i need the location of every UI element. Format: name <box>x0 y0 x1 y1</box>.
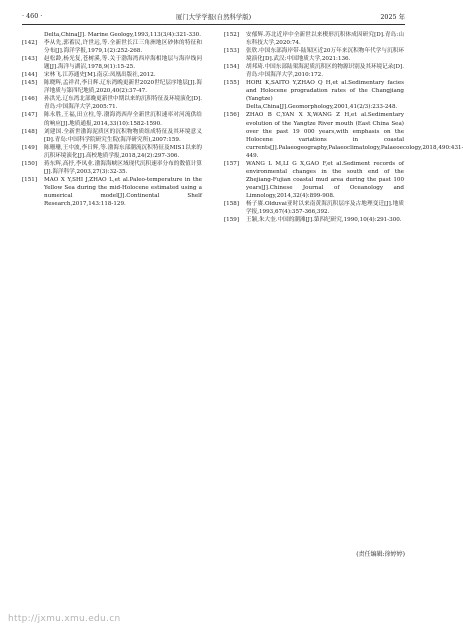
publication-year: 2025 年 <box>380 13 405 21</box>
reference-item <box>22 160 202 176</box>
reference-text: 安郁辉.苏北近岸中全新世以来楔形沉积体成因研究[D].青岛:山东科技大学,2020:74. <box>246 32 404 47</box>
reference-item <box>224 31 404 47</box>
reference-item <box>22 111 202 127</box>
reference-text: 陈永胜,王福,田立柱,等.渤海湾西岸全新世沉积速率对河流供给的响应[J].地质通报,2014,33(10):1582-1590. <box>44 112 202 127</box>
reference-text: 胡邦琦.中国东部陆架海泥质沉积区的物源识别及其环境记录[D].青岛:中国海洋大学,2010:172. <box>246 64 404 79</box>
reference-text: 蒋东辉,高抒,李凤业.渤海海峡区域现代沉积速率分布的数值计算[J].海洋科学,2003,27(3):32-35. <box>44 160 202 175</box>
reference-item <box>22 39 202 55</box>
reference-column-right <box>224 31 463 224</box>
reference-number: [159] <box>224 217 240 224</box>
reference-item <box>224 63 404 79</box>
reference-item <box>22 144 202 160</box>
reference-item <box>224 79 404 111</box>
reference-number: [158] <box>224 200 240 207</box>
reference-text: 王颖,朱大奎.中国的潮滩[J].第四纪研究,1990,10(4):291-300. <box>246 217 402 224</box>
page-number: · 460 · <box>22 12 43 20</box>
reference-item <box>22 55 202 71</box>
reference-item <box>22 176 202 208</box>
reference-text: HORI K,SAITO Y,ZHAO Q H,et al.Sedimentary facies and Holocene progradation rates of the Changjiang (Yangtze) Delta,China[J].Geomorphology,2001,41(2/3):233-248. <box>246 80 404 111</box>
reference-text: 赵松龄,杨光复,苍树溪,等.关于渤海湾西岸海相地层与海岸线问题[J].海洋与湖沼,1978,9(1):15-25. <box>44 56 202 71</box>
reference-item <box>22 71 202 79</box>
reference-item <box>224 216 404 224</box>
reference-item <box>224 111 463 159</box>
reference-number: [150] <box>22 160 38 167</box>
reference-item <box>224 160 404 200</box>
reference-text: 宋林飞.江苏通史[M].南京:凤凰出版社,2012. <box>44 72 156 79</box>
reference-number: [152] <box>224 32 240 38</box>
reference-item <box>224 47 404 63</box>
reference-number: [153] <box>224 48 240 55</box>
reference-number: [142] <box>22 40 38 47</box>
reference-number: [154] <box>224 64 240 71</box>
journal-title: 厦门大学学报(自然科学版) <box>175 13 252 21</box>
reference-text: WANG L M,LI G X,GAO F,et al.Sediment records of environmental changes in the south end of the Zhejiang-Fujian coastal mud area during the past 100 years[J].Chinese Journal of Oceanology and Limnology,2014,32(4):899-908. <box>246 160 404 199</box>
reference-number: [145] <box>22 80 38 87</box>
reference-continuation: Delta,China[J]. Marine Geology,1993,113(3/4):321-330. <box>44 32 201 38</box>
reference-item <box>22 79 202 95</box>
header-rule <box>22 24 405 25</box>
reference-text: 杨子赓.Olduvai亚时以来南黄海沉积层序及古地理变迁[J].地质学报,1993,67(4):357-366,392. <box>246 200 404 216</box>
reference-text: 刘建国.全新世渤海泥质区的沉积物物质组成特征及其环境意义[D].青岛:中国科学院研究生院(海洋研究所),2007:159. <box>44 128 202 143</box>
reference-column-left <box>22 31 202 208</box>
reference-text: 张欣.中国东部海岸带-陆架区近20万年来沉积物年代学与沉积环境演化[D].武汉:中国地质大学,2021:136. <box>246 48 404 63</box>
reference-number: [146] <box>22 96 38 103</box>
reference-number: [147] <box>22 112 38 119</box>
site-url-watermark: http://jxmu.xmu.edu.cn <box>8 614 121 624</box>
reference-text: 陈晓辉,孟祥君,李日辉.辽东湾晚更新世2020世纪层序地层[J].海洋地质与第四纪地质,2020,40(2):37-47. <box>44 80 202 95</box>
reference-number: [149] <box>22 144 38 151</box>
responsible-editor: (责任编辑:徐婷婷) <box>356 551 405 558</box>
reference-text: 李从先,郭蓄民,许世远,等.全新世长江三角洲地区砂体的特征和分布[J].海洋学报,1979,1(2):252-268. <box>44 40 202 55</box>
reference-number: [155] <box>224 80 240 87</box>
reference-text: 孙洪光.辽东湾北部晚更新世中期以来的沉积特征及环境演化[D].青岛:中国海洋大学,2005:71. <box>44 96 202 111</box>
reference-text: MAO X Y,SHI J,ZHAO L,et al.Paleo-temperature in the Yellow Sea during the mid-Holocene estimated using a numerical model[J].Continental Shelf Research,2017,143:118-129. <box>44 176 202 207</box>
reference-number: [143] <box>22 56 38 63</box>
reference-number: [151] <box>22 176 38 183</box>
reference-number: [144] <box>22 72 38 79</box>
reference-text: ZHAO B C,YAN X X,WANG Z H,et al.Sedimentary evolution of the Yangtze River mouth (East China Sea) over the past 19 000 years,with emphasis on the Holocene variations in coastal currents[J].Palaeogeography,Palaeoclimatology,Palaeoecology,2018,490:431-449. <box>246 112 463 159</box>
reference-text: 陈珊珊,王中波,李日辉,等.渤海东部潮流沉积特征及MIS1以来的沉积环境演化[J].高校地质学报,2018,24(2):297-306. <box>44 144 202 159</box>
reference-item <box>224 200 404 216</box>
reference-item <box>22 128 202 144</box>
reference-number: [156] <box>224 112 240 119</box>
reference-item <box>22 95 202 111</box>
reference-number: [148] <box>22 128 38 135</box>
reference-number: [157] <box>224 160 240 167</box>
